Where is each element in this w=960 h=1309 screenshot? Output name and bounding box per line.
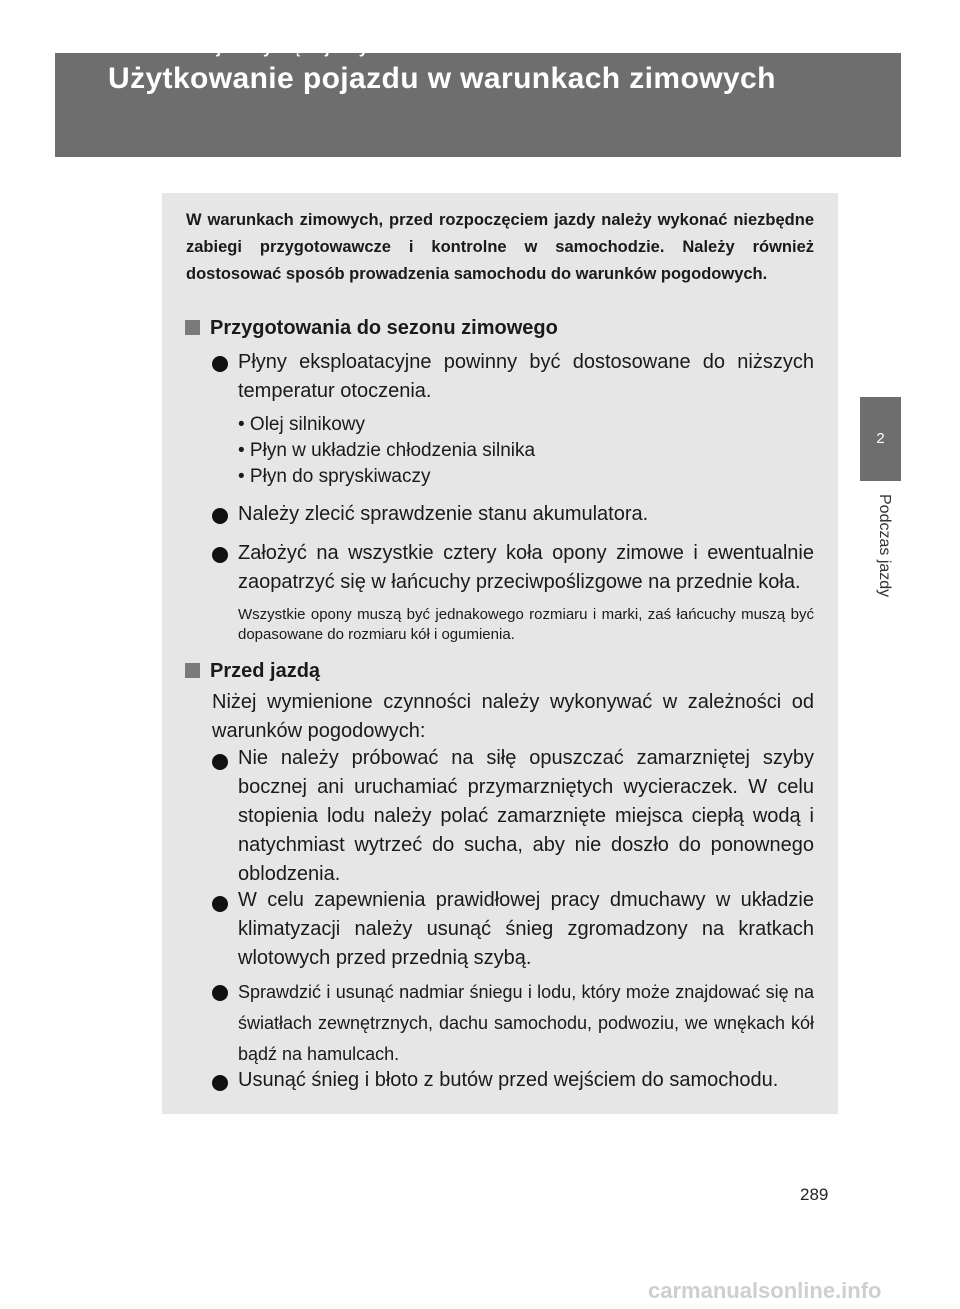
bullet-ventilation: W celu zapewnienia prawidłowej pracy dmuchawy w układzie klimatyzacji należy usunąć śnieg zgromadzony na kratkach wlotowych przed przednią szybą. bbox=[238, 889, 814, 969]
round-bullet-icon bbox=[212, 508, 228, 524]
round-bullet-icon bbox=[212, 985, 228, 1001]
bullet-boots: Usunąć śnieg i błoto z butów przed wejściem do samochodu. bbox=[238, 1069, 779, 1091]
bullet-snow-removal: Sprawdzić i usunąć nadmiar śniegu i lodu, który może znajdować się na światłach zewnętrznych, dachu samochodu, podwoziu, we wnękach kół bądź na hamulcach. bbox=[238, 982, 814, 1064]
intro-paragraph: W warunkach zimowych, przed rozpoczęciem jazdy należy wykonać niezbędne zabiegi przygotowawcze i kontrolne w samochodzie. Należy również dostosować sposób prowadzenia samochodu do warunków pogodowych. bbox=[186, 211, 814, 283]
section2-intro: Niżej wymienione czynności należy wykonywać w zależności od warunków pogodowych: bbox=[212, 691, 814, 742]
chapter-tab: 2 bbox=[860, 397, 901, 481]
round-bullet-icon bbox=[212, 1075, 228, 1091]
square-bullet-icon bbox=[185, 663, 200, 678]
note-tires: Wszystkie opony muszą być jednakowego rozmiaru i marki, zaś łańcuchy muszą być dopasowane do rozmiaru kół i ogumienia. bbox=[238, 606, 814, 643]
sub-item-engine-oil: • Olej silnikowy bbox=[238, 414, 366, 435]
section-heading-before-driving: Przed jazdą bbox=[185, 660, 320, 683]
round-bullet-icon bbox=[212, 754, 228, 770]
page-title: Użytkowanie pojazdu w warunkach zimowych bbox=[108, 62, 776, 95]
round-bullet-icon bbox=[212, 547, 228, 563]
bullet-fluids: Płyny eksploatacyjne powinny być dostosowane do niższych temperatur otoczenia. bbox=[238, 351, 814, 402]
round-bullet-icon bbox=[212, 356, 228, 372]
section-heading-winter-prep: Przygotowania do sezonu zimowego bbox=[185, 317, 558, 340]
sub-item-washer-fluid: • Płyn do spryskiwaczy bbox=[238, 466, 431, 487]
square-bullet-icon bbox=[185, 320, 200, 335]
sub-item-coolant: • Płyn w układzie chłodzenia silnika bbox=[238, 440, 536, 461]
section-label: 2-5. Informacje dotyczące jazdy bbox=[108, 38, 369, 57]
page-number: 289 bbox=[800, 1185, 829, 1204]
bullet-battery: Należy zlecić sprawdzenie stanu akumulatora. bbox=[238, 503, 649, 525]
watermark-text: carmanualsonline.info bbox=[648, 1278, 882, 1303]
round-bullet-icon bbox=[212, 896, 228, 912]
bullet-frozen-window: Nie należy próbować na siłę opuszczać zamarzniętej szyby bocznej ani uruchamiać przymarzniętych wycieraczek. W celu stopienia lodu należy polać zamarznięte miejsca ciepłą wodą i natychmiast wytrzeć do sucha, aby nie doszło do ponownego oblodzenia. bbox=[238, 747, 814, 885]
bullet-tires: Założyć na wszystkie cztery koła opony zimowe i ewentualnie zaopatrzyć się w łańcuchy przeciwpoślizgowe na przednie koła. bbox=[238, 542, 814, 593]
chapter-label: Podczas jazdy bbox=[876, 494, 893, 598]
